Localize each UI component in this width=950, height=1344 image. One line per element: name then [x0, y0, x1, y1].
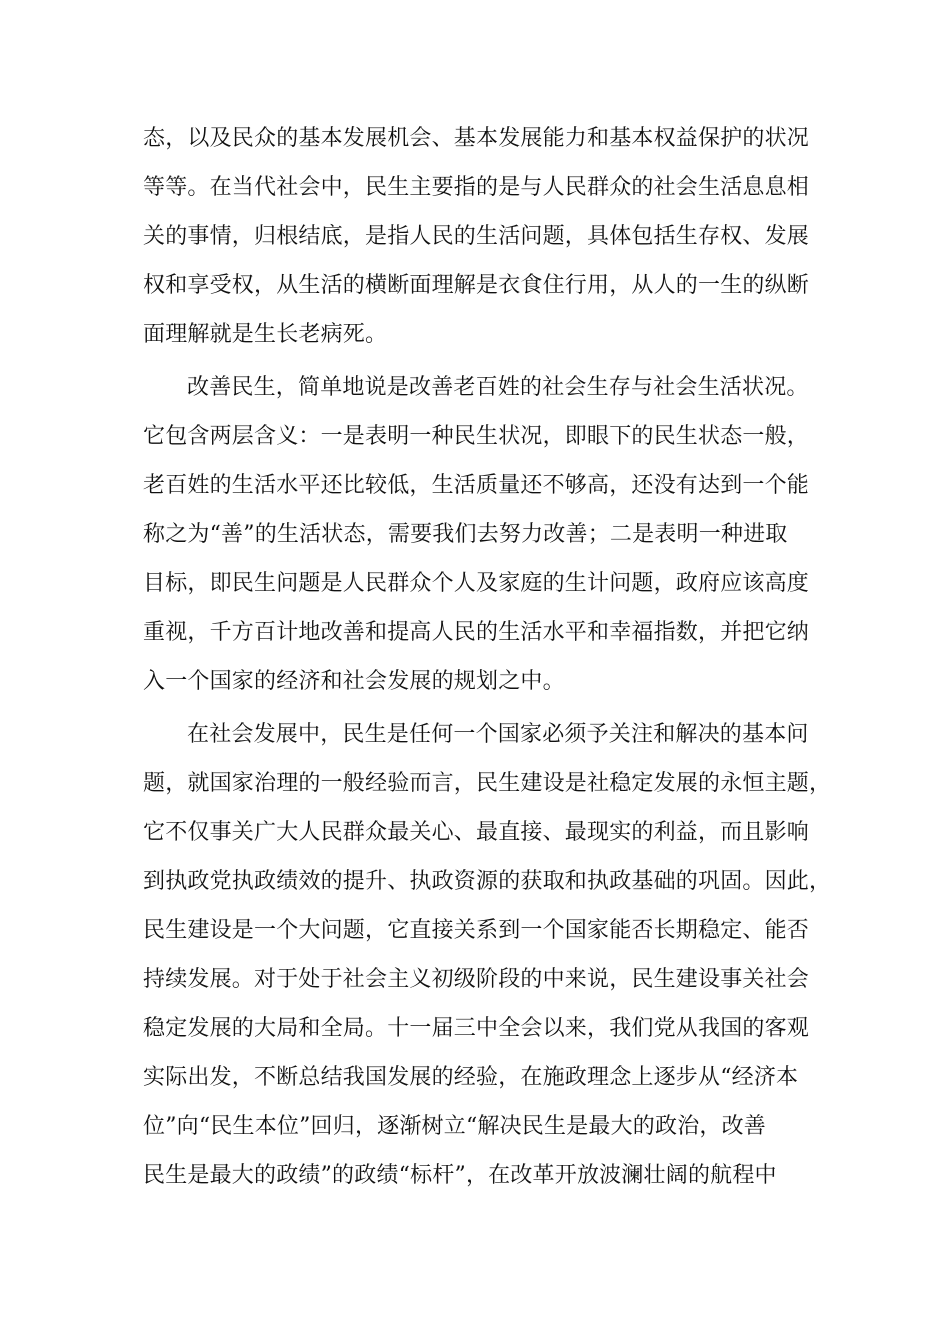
- text-line: 位”向“民生本位”回归，逐渐树立“解决民生是最大的政治，改善: [143, 1114, 766, 1139]
- text-line: 等等。在当代社会中，民生主要指的是与人民群众的社会生活息息相: [143, 175, 810, 200]
- text-line: 态，以及民众的基本发展机会、基本发展能力和基本权益保护的状况: [143, 126, 810, 151]
- text-line: 到执政党执政绩效的提升、执政资源的获取和执政基础的巩固。因此，: [143, 869, 832, 894]
- text-line: 目标，即民生问题是人民群众个人及家庭的生计问题，政府应该高度: [143, 571, 810, 596]
- text-line: 民生是最大的政绩”的政绩“标杆”，在改革开放波澜壮阔的航程中: [143, 1163, 777, 1188]
- text-line: 实际出发，不断总结我国发展的经验，在施政理念上逐步从“经济本: [143, 1065, 799, 1090]
- paragraph-first-line: 在社会发展中，民生是任何一个国家必须予关注和解决的基本问: [187, 722, 809, 747]
- text-line: 重视，千方百计地改善和提高人民的生活水平和幸福指数，并把它纳: [143, 620, 810, 645]
- text-line: 权和享受权，从生活的横断面理解是衣食住行用，从人的一生的纵断: [143, 273, 810, 298]
- text-line: 题，就国家治理的一般经验而言，民生建设是社稳定发展的永恒主题，: [143, 771, 832, 796]
- text-line: 它不仅事关广大人民群众最关心、最直接、最现实的利益，而且影响: [143, 820, 810, 845]
- text-line: 它包含两层含义：一是表明一种民生状况，即眼下的民生状态一般，: [143, 424, 810, 449]
- text-line: 稳定发展的大局和全局。十一届三中全会以来，我们党从我国的客观: [143, 1016, 810, 1041]
- text-line: 持续发展。对于处于社会主义初级阶段的中来说，民生建设事关社会: [143, 967, 810, 992]
- text-line: 入一个国家的经济和社会发展的规划之中。: [143, 669, 565, 694]
- text-line: 民生建设是一个大问题，它直接关系到一个国家能否长期稳定、能否: [143, 918, 810, 943]
- text-line: 面理解就是生长老病死。: [143, 322, 388, 347]
- paragraph-first-line: 改善民生，简单地说是改善老百姓的社会生存与社会生活状况。: [187, 375, 809, 400]
- text-line: 称之为“善”的生活状态，需要我们去努力改善；二是表明一种进取: [143, 522, 788, 547]
- text-line: 老百姓的生活水平还比较低，生活质量还不够高，还没有达到一个能: [143, 473, 810, 498]
- text-line: 关的事情，归根结底，是指人民的生活问题，具体包括生存权、发展: [143, 224, 810, 249]
